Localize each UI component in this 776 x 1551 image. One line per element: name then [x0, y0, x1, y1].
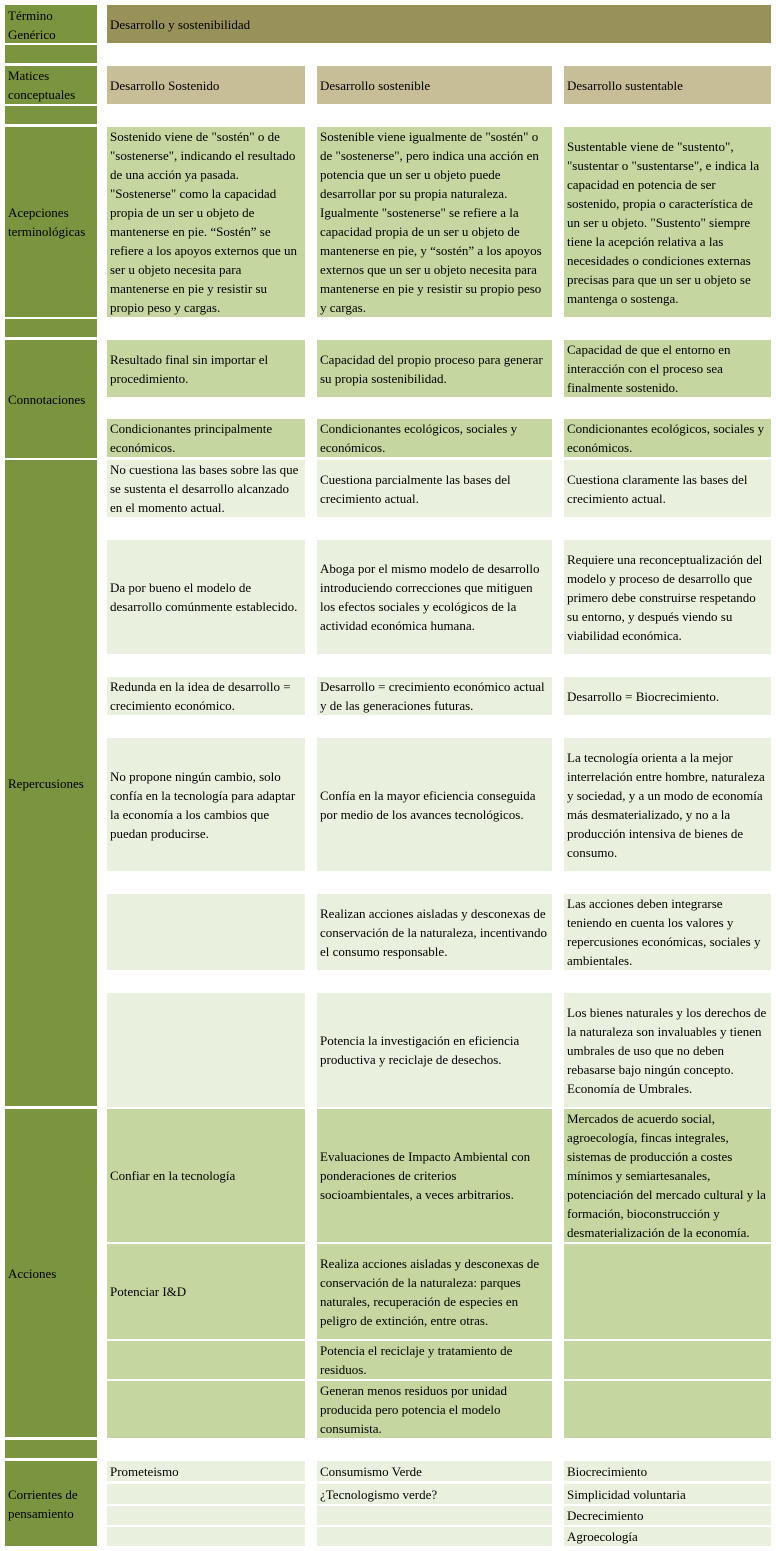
acepcion-cell: Sostenible viene igualmente de "sostén" o de "sostenerse", pero indica una acción en potencia que un ser u objeto puede desarrollar por su propia naturaleza. Igualmente "sostenerse" se refiere a la capacidad propia de un ser u objeto de mantenerse en pie, y “sostén” a los apoyos externos que un ser u objeto necesita para mantenerse en pie y resistir su propio peso y cargas. [317, 127, 552, 317]
accion-cell: Evaluaciones de Impacto Ambiental con ponderaciones de criterios socioambientales, a veces arbitrarios. [317, 1109, 552, 1242]
connotacion-cell: Resultado final sin importar el procedimiento. [107, 340, 305, 397]
accion-cell: Realiza acciones aisladas y desconexas de conservación de la naturaleza: parques naturales, recuperación de especies en peligro de extinción, entre otras. [317, 1244, 552, 1339]
repercusion-cell: Cuestiona claramente las bases del crecimiento actual. [564, 460, 771, 517]
connotacion-cell: Capacidad del propio proceso para generar su propia sostenibilidad. [317, 340, 552, 397]
generic-term: Desarrollo y sostenibilidad [107, 5, 771, 43]
accion-cell: Generan menos residuos por unidad producida pero potencia el modelo consumista. [317, 1381, 552, 1438]
repercusion-cell: No propone ningún cambio, solo confía en la tecnología para adaptar la economía a los cambios que puedan producirse. [107, 738, 305, 871]
corriente-cell: Biocrecimiento [564, 1461, 771, 1481]
repercusion-cell: No cuestiona las bases sobre las que se sustenta el desarrollo alcanzado en el momento actual. [107, 460, 305, 517]
repercusion-cell: Realizan acciones aisladas y desconexas de conservación de la naturaleza, incentivando el consumo responsable. [317, 894, 552, 970]
connotacion-cell: Condicionantes principalmente económicos. [107, 419, 305, 457]
repercusion-cell: Desarrollo = crecimiento económico actual y de las generaciones futuras. [317, 677, 552, 715]
acepcion-cell: Sustentable viene de "sustento", "sustentar o "sustentarse", e indica la capacidad en potencia de ser sostenido, propia o característica de un ser u objeto. "Sustento" siempre tiene la acepción relativa a las necesidades o condiciones externas precisas para que un ser u objeto se mantenga o sostenga. [564, 127, 771, 317]
accion-cell [107, 1341, 305, 1379]
label-matices: Matices conceptuales [5, 66, 97, 104]
accion-cell: Mercados de acuerdo social, agroecología, fincas integrales, sistemas de producción a costes mínimos y semiartesanales, potenciación del mercado cultural y la formación, bioconstrucción y desmaterialización de la economía. [564, 1109, 771, 1242]
accion-cell: Potencia el reciclaje y tratamiento de residuos. [317, 1341, 552, 1379]
label-acciones: Acciones [5, 1109, 97, 1437]
spacer-row [5, 319, 97, 337]
accion-cell: Confiar en la tecnología [107, 1109, 305, 1242]
corriente-cell: ¿Tecnologismo verde? [317, 1484, 552, 1504]
label-repercusiones: Repercusiones [5, 460, 97, 1106]
corriente-cell [317, 1506, 552, 1525]
accion-cell [564, 1341, 771, 1379]
label-termino-generico: Término Genérico [5, 5, 97, 43]
corriente-cell: Decrecimiento [564, 1506, 771, 1525]
accion-cell [564, 1244, 771, 1339]
repercusion-cell [107, 993, 305, 1107]
connotacion-cell: Condicionantes ecológicos, sociales y económicos. [317, 419, 552, 457]
spacer-row [5, 1440, 97, 1458]
corriente-cell [107, 1527, 305, 1546]
repercusion-cell: Cuestiona parcialmente las bases del crecimiento actual. [317, 460, 552, 517]
repercusion-cell: Confía en la mayor eficiencia conseguida por medio de los avances tecnológicos. [317, 738, 552, 871]
column-header: Desarrollo sustentable [564, 66, 771, 104]
label-acepciones: Acepciones terminológicas [5, 127, 97, 317]
connotacion-cell: Capacidad de que el entorno en interacción con el proceso sea finalmente sostenido. [564, 340, 771, 397]
acepcion-cell: Sostenido viene de "sostén" o de "sostenerse", indicando el resultado de una acción ya pasada. "Sostenerse" como la capacidad propia de un ser u objeto de mantenerse en pie. “Sostén” se refiere a los apoyos externos que un ser u objeto necesita para mantenerse en pie y resistir su propio peso y cargas. [107, 127, 305, 317]
corriente-cell: Prometeismo [107, 1461, 305, 1481]
column-header: Desarrollo Sostenido [107, 66, 305, 104]
repercusion-cell: Las acciones deben integrarse teniendo en cuenta los valores y repercusiones económicas, sociales y ambientales. [564, 894, 771, 970]
corriente-cell [317, 1527, 552, 1546]
label-corrientes: Corrientes de pensamiento [5, 1461, 97, 1546]
connotacion-cell: Condicionantes ecológicos, sociales y económicos. [564, 419, 771, 457]
spacer-row [5, 106, 97, 124]
label-connotaciones: Connotaciones [5, 340, 97, 458]
repercusion-cell: Potencia la investigación en eficiencia productiva y reciclaje de desechos. [317, 993, 552, 1107]
corriente-cell: Simplicidad voluntaria [564, 1484, 771, 1504]
corriente-cell: Agroecología [564, 1527, 771, 1546]
corriente-cell: Consumismo Verde [317, 1461, 552, 1481]
corriente-cell [107, 1506, 305, 1525]
accion-cell [564, 1381, 771, 1438]
repercusion-cell: Redunda en la idea de desarrollo = crecimiento económico. [107, 677, 305, 715]
spacer-row [5, 45, 97, 63]
repercusion-cell [107, 894, 305, 970]
column-header: Desarrollo sostenible [317, 66, 552, 104]
repercusion-cell: La tecnología orienta a la mejor interrelación entre hombre, naturaleza y sociedad, y a un modo de economía más desmaterializado, y no a la producción intensiva de bienes de consumo. [564, 738, 771, 871]
repercusion-cell: Requiere una reconceptualización del modelo y proceso de desarrollo que primero debe construirse respetando su entorno, y después viendo su viabilidad económica. [564, 540, 771, 654]
accion-cell: Potenciar I&D [107, 1244, 305, 1339]
repercusion-cell: Los bienes naturales y los derechos de la naturaleza son invaluables y tienen umbrales de uso que no deben rebasarse bajo ningún concepto. Economía de Umbrales. [564, 993, 771, 1107]
repercusion-cell: Aboga por el mismo modelo de desarrollo introduciendo correcciones que mitiguen los efectos sociales y ecológicos de la actividad económica humana. [317, 540, 552, 654]
repercusion-cell: Desarrollo = Biocrecimiento. [564, 677, 771, 715]
repercusion-cell: Da por bueno el modelo de desarrollo comúnmente establecido. [107, 540, 305, 654]
accion-cell [107, 1381, 305, 1438]
corriente-cell [107, 1484, 305, 1504]
